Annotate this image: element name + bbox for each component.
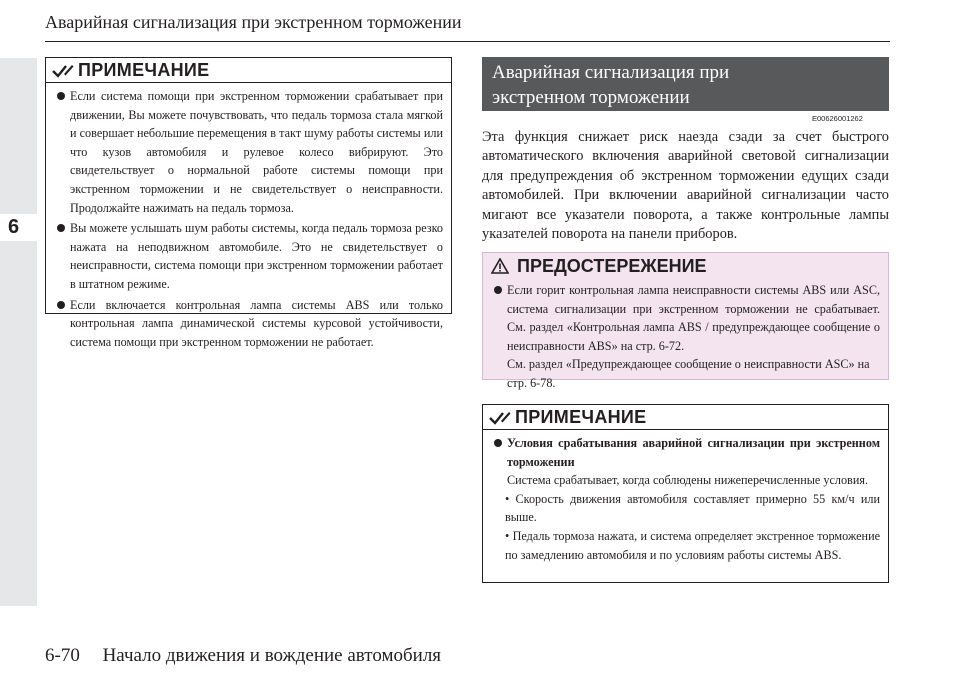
section-heading-line1: Аварийная сигнализация при	[492, 62, 730, 83]
side-strip	[0, 58, 37, 606]
right-note-label: ПРИМЕЧАНИЕ	[515, 406, 647, 427]
right-note-box	[482, 404, 889, 583]
page-header-title: Аварийная сигнализация при экстренном торможении	[45, 12, 462, 32]
right-note-condition: • Скорость движения автомобиля составляет примерно 55 км/ч или выше.	[505, 491, 880, 525]
warning-label: ПРЕДОСТЕРЕЖЕНИЕ	[517, 255, 707, 276]
left-note-header	[46, 58, 451, 83]
warning-continuation: См. раздел «Предупреждающее сообщение о неисправности ASC» на стр. 6-78.	[507, 357, 870, 390]
page-number: 6-70	[45, 645, 80, 666]
left-note-label: ПРИМЕЧАНИЕ	[78, 59, 210, 80]
left-note-body	[46, 83, 451, 357]
section-heading	[482, 57, 889, 111]
right-note-bullet-text: Система срабатывает, когда соблюдены нижеперечисленные условия.	[507, 473, 868, 488]
footer-section-title: Начало движения и вождение автомобиля	[102, 645, 442, 666]
warning-body	[483, 279, 888, 397]
right-note-header	[483, 405, 888, 430]
section-heading-line2: экстренном торможении	[492, 87, 690, 108]
warning-triangle-icon	[491, 258, 509, 274]
left-note-bullet: Вы можете услышать шум работы системы, когда педаль тормоза резко нажата на неподвижном автомобиле. Это не свидетельствует о неисправности, система помощи при экстренном торможении работает в штатном режиме.	[56, 219, 443, 293]
pencil-check-icon	[52, 62, 74, 78]
warning-header	[483, 253, 888, 279]
page-footer	[45, 645, 441, 667]
left-note-bullet: Если включается контрольная лампа системы ABS или только контрольная лампа динамической системы курсовой устойчивости, система помощи при экстренном торможении не работает.	[56, 296, 443, 352]
left-note-box	[45, 57, 452, 349]
right-note-body	[483, 430, 888, 570]
right-note-condition: • Педаль тормоза нажата, и система определяет экстренное торможение по замедлению автомобиля и по условиям работы системы ABS.	[505, 528, 880, 562]
left-note-bullet: Если система помощи при экстренном торможении срабатывает при движении, Вы можете почувствовать, что педаль тормоза стала мягкой и совершает небольшие перемещения в такт шуму работы системы или что кузов автомобиля и рулевое колесо вибрируют. Это свидетельствует о нормальной работе системы помощи при экстренном торможении и не свидетельствует о неисправности. Продолжайте нажимать на педаль тормоза.	[56, 87, 443, 217]
warning-bullet: Если горит контрольная лампа неисправности системы ABS или ASC, система сигнализации при экстренном торможении не срабатывает. См. раздел «Контрольная лампа ABS / предупреждающее сообщение о неисправности ABS» на стр. 6-72.	[493, 281, 880, 355]
section-body-text: Эта функция снижает риск наезда сзади за счет быстрого автоматического включения аварийной световой сигнализации для предупреждения об экстренном торможении едущих сзади автомобилей. При включении аварийной сигнализации часто мигают все указатели поворота, а также контрольные лампы указателей поворота на панели приборов.	[482, 129, 889, 243]
header-divider	[45, 41, 890, 42]
chapter-tab: 6	[0, 214, 37, 241]
warning-box	[482, 252, 889, 390]
section-code: E00626001262	[812, 114, 863, 123]
pencil-check-icon	[489, 409, 511, 425]
right-note-bullet-title: Условия срабатывания аварийной сигнализации при экстренном торможении	[493, 434, 880, 471]
